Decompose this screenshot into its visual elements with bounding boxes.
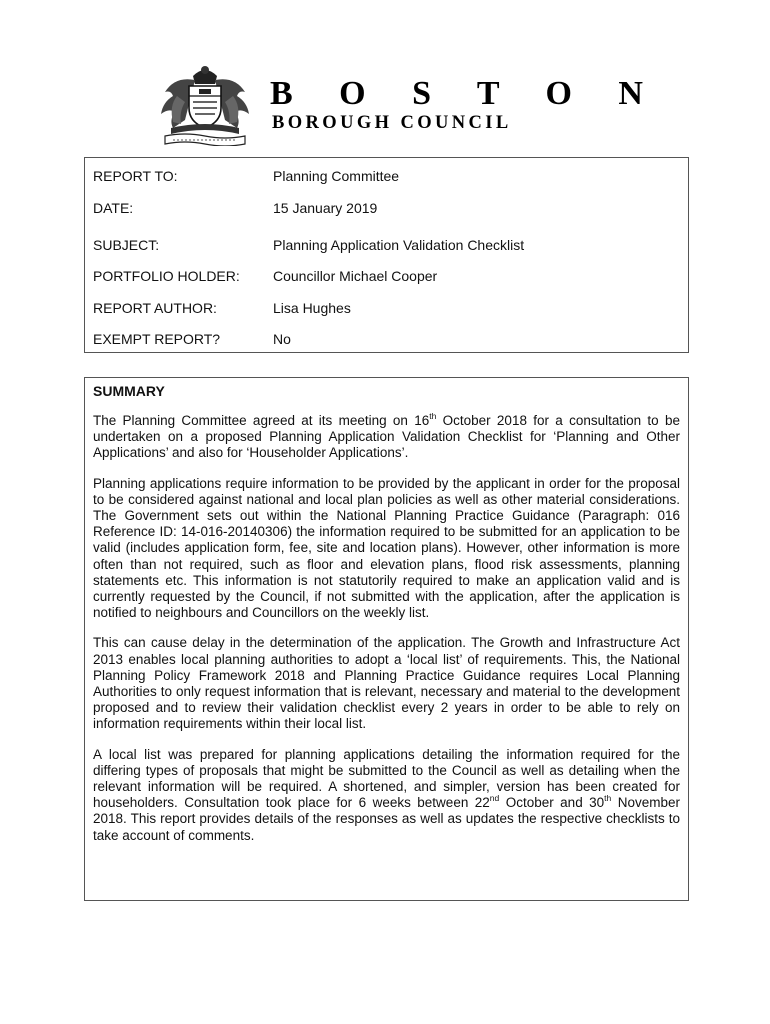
summary-paragraph-4-text-a: A local list was prepared for planning applications detailing the information required for the differing types of proposals that might be submitted to the Council as well as detailing when the relevant information will be required. A shortened, and simpler, version has been created for householders. Consultation took place for 6 weeks between 22 (93, 746, 680, 811)
summary-paragraph-4-text-c: November 2018. This report provides details of the responses as well as updates the respective checklists to take account of comments. (93, 795, 680, 843)
summary-paragraph-4-text-b: October and 30 (499, 795, 605, 811)
portfolio-holder-value: Councillor Michael Cooper (273, 268, 438, 284)
date-label: DATE: (93, 200, 134, 216)
report-author-value: Lisa Hughes (273, 300, 351, 316)
summary-paragraph-1-text-b: October 2018 for a consultation to be undertaken on a proposed Planning Application Validation Checklist for ‘Planning and Other Applications’ and also for ‘Householder Applications’. (93, 413, 680, 461)
council-name-subtitle: BOROUGH COUNCIL (272, 113, 512, 133)
report-details-table (84, 157, 689, 353)
report-author-label: REPORT AUTHOR: (93, 300, 217, 316)
council-crest-logo (155, 62, 255, 146)
summary-paragraph-1 (93, 413, 680, 462)
subject-label: SUBJECT: (93, 237, 160, 253)
summary-section (84, 377, 689, 901)
council-name-title: B O S T O N (270, 75, 662, 112)
report-to-value: Planning Committee (273, 168, 400, 184)
summary-paragraph-1-ordinal: th (429, 411, 437, 421)
portfolio-holder-label: PORTFOLIO HOLDER: (93, 268, 240, 284)
summary-paragraph-4 (93, 747, 680, 844)
exempt-report-label: EXEMPT REPORT? (93, 331, 221, 347)
report-to-label: REPORT TO: (93, 168, 178, 184)
summary-heading: SUMMARY (93, 383, 165, 399)
subject-value: Planning Application Validation Checklist (273, 237, 525, 253)
date-value: 15 January 2019 (273, 200, 378, 216)
summary-paragraph-1-text-a: The Planning Committee agreed at its meeting on 16 (93, 413, 430, 428)
summary-paragraph-2: Planning applications require information to be provided by the applicant in order for the proposal to be considered against national and local plan policies as well as other material considerations. The Government sets out within the National Planning Practice Guidance (Paragraph: 016 Reference ID: 14-016-20140306) the information required to be submitted for an application to be valid (includes application form, fee, site and location plans). However, other information is more often than not required, such as floor and elevation plans, flood risk assessments, planning statements etc. This information is not statutorily required to make an application valid and is currently requested by the Council, if not submitted with the application, after the application is notified to neighbours and Councillors on the weekly list. (93, 475, 680, 621)
exempt-report-value: No (273, 331, 291, 347)
summary-paragraph-3: This can cause delay in the determination of the application. The Growth and Infrastructure Act 2013 enables local planning authorities to adopt a ‘local list’ of requirements. This, the National Planning Policy Framework 2018 and Planning Practice Guidance requires Local Planning Authorities to only request information that is relevant, necessary and material to the development proposed and to review their validation checklist every 2 years in order to be able to rely on information requirements within their local list. (93, 635, 680, 732)
summary-paragraph-4-ordinal-2: th (604, 793, 612, 804)
summary-paragraph-4-ordinal-1: nd (489, 793, 500, 804)
